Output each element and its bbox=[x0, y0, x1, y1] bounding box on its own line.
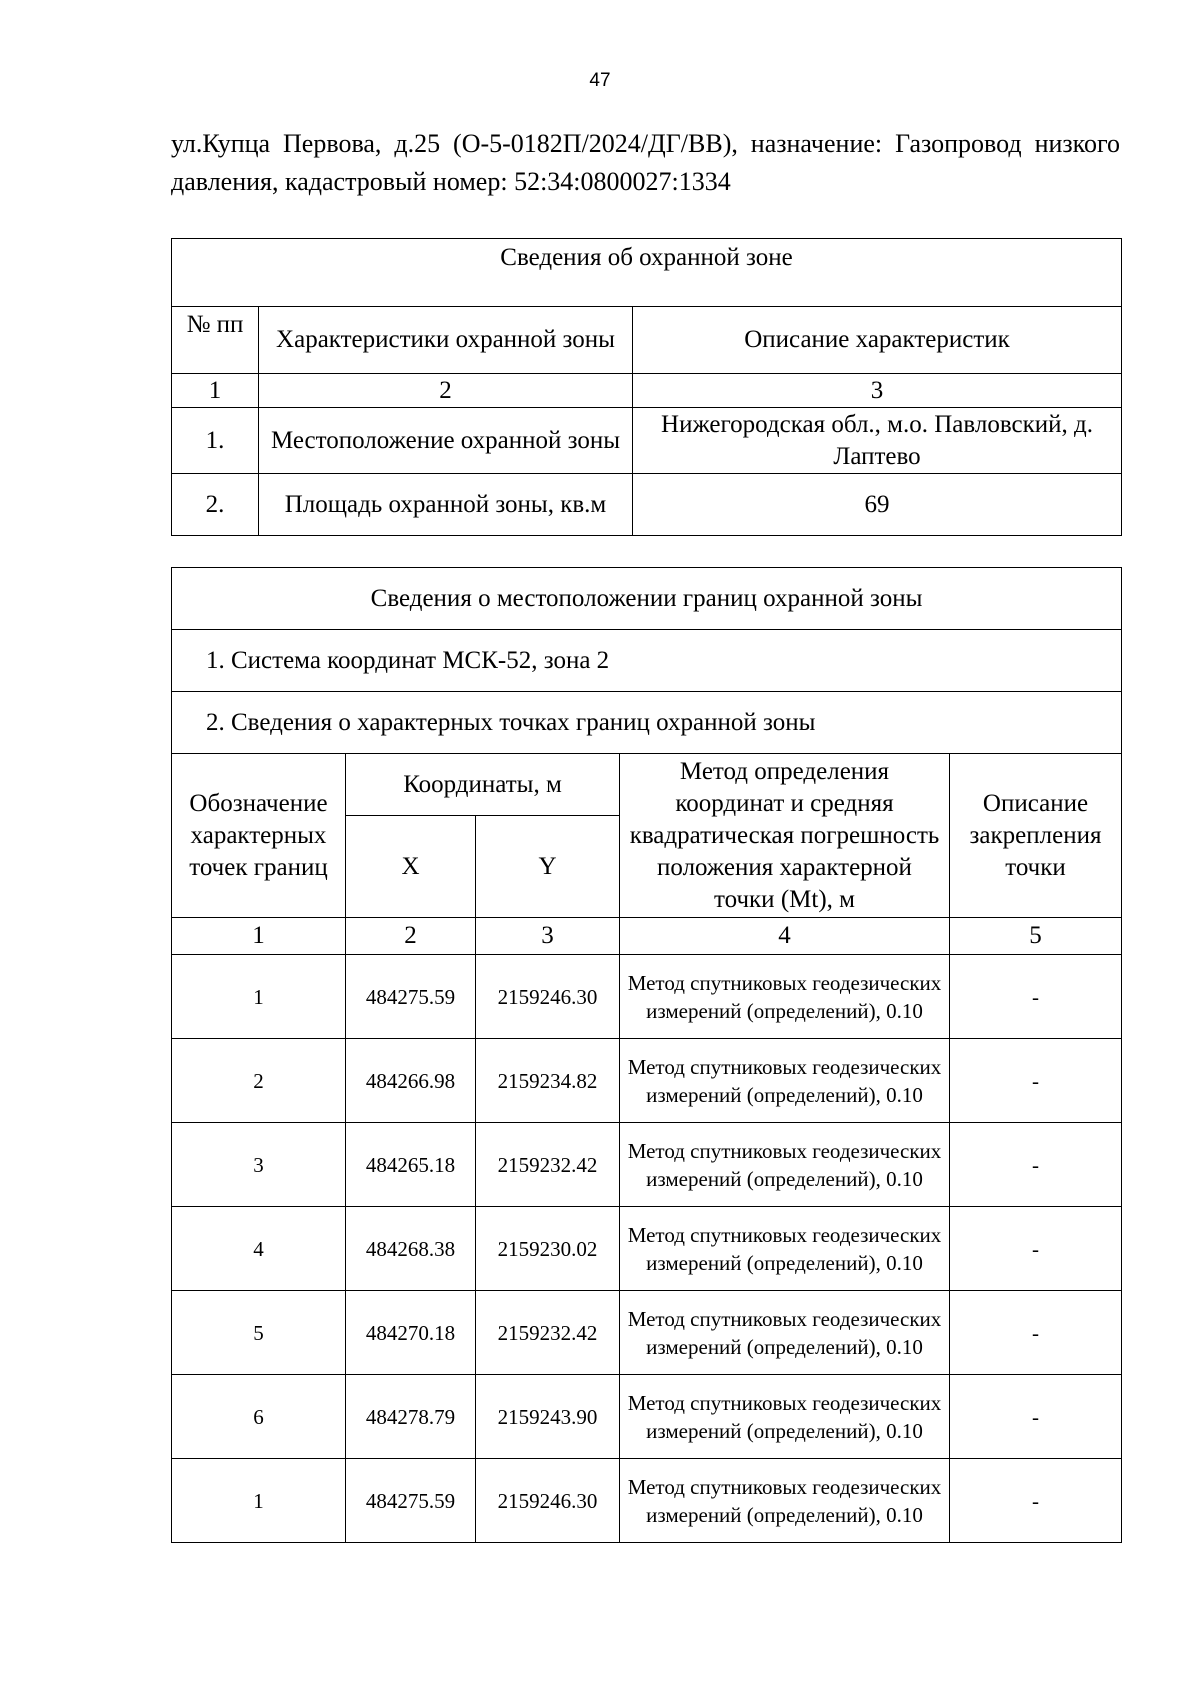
coordinate-x: 484266.98 bbox=[346, 1039, 476, 1123]
header-fixing: Описание закрепления точки bbox=[950, 754, 1122, 918]
point-designation: 6 bbox=[172, 1375, 346, 1459]
points-heading: 2. Сведения о характерных точках границ охранной зоны bbox=[172, 692, 1122, 754]
point-designation: 1 bbox=[172, 1459, 346, 1543]
table-row bbox=[172, 1207, 1122, 1291]
fixing-description: - bbox=[950, 1123, 1122, 1207]
point-designation: 2 bbox=[172, 1039, 346, 1123]
description-location: Нижегородская обл., м.о. Павловский, д. Лаптево bbox=[633, 408, 1122, 474]
header-method: Метод определения координат и средняя квадратическая погрешность положения характерной точки (Mt), м bbox=[620, 754, 950, 918]
header-characteristics: Характеристики охранной зоны bbox=[259, 307, 633, 374]
coordinate-y: 2159232.42 bbox=[476, 1291, 620, 1375]
row-number: 2. bbox=[172, 474, 259, 536]
table-row bbox=[172, 1375, 1122, 1459]
header-coordinates: Координаты, м bbox=[346, 754, 620, 816]
coordinate-y: 2159234.82 bbox=[476, 1039, 620, 1123]
fixing-description: - bbox=[950, 1459, 1122, 1543]
coordinate-x: 484275.59 bbox=[346, 1459, 476, 1543]
point-designation: 3 bbox=[172, 1123, 346, 1207]
header-y: Y bbox=[476, 816, 620, 918]
table-row bbox=[172, 1291, 1122, 1375]
boundaries-table bbox=[171, 567, 1122, 1543]
header-description: Описание характеристик bbox=[633, 307, 1122, 374]
column-number: 3 bbox=[476, 918, 620, 955]
description-area: 69 bbox=[633, 474, 1122, 536]
fixing-description: - bbox=[950, 1291, 1122, 1375]
method-description: Метод спутниковых геодезических измерений (определений), 0.10 bbox=[620, 1375, 950, 1459]
object-description: ул.Купца Первова, д.25 (О-5-0182П/2024/ДГ/ВВ), назначение: Газопровод низкого давления, кадастровый номер: 52:34:0800027:1334 bbox=[171, 129, 1120, 196]
table-row bbox=[172, 1039, 1122, 1123]
fixing-description: - bbox=[950, 1375, 1122, 1459]
column-number: 4 bbox=[620, 918, 950, 955]
coordinate-x: 484270.18 bbox=[346, 1291, 476, 1375]
zone-info-table bbox=[171, 238, 1122, 536]
boundaries-title: Сведения о местоположении границ охранной зоны bbox=[172, 568, 1122, 630]
header-number: № пп bbox=[172, 307, 259, 374]
point-designation: 4 bbox=[172, 1207, 346, 1291]
method-description: Метод спутниковых геодезических измерений (определений), 0.10 bbox=[620, 1207, 950, 1291]
coordinate-y: 2159246.30 bbox=[476, 1459, 620, 1543]
method-description: Метод спутниковых геодезических измерений (определений), 0.10 bbox=[620, 1039, 950, 1123]
fixing-description: - bbox=[950, 955, 1122, 1039]
coordinate-x: 484265.18 bbox=[346, 1123, 476, 1207]
row-number: 1. bbox=[172, 408, 259, 474]
method-description: Метод спутниковых геодезических измерений (определений), 0.10 bbox=[620, 1291, 950, 1375]
column-number: 1 bbox=[172, 374, 259, 408]
coordinate-y: 2159246.30 bbox=[476, 955, 620, 1039]
column-number: 3 bbox=[633, 374, 1122, 408]
coordinate-x: 484275.59 bbox=[346, 955, 476, 1039]
characteristic-location: Местоположение охранной зоны bbox=[259, 408, 633, 474]
fixing-description: - bbox=[950, 1039, 1122, 1123]
coordinate-y: 2159243.90 bbox=[476, 1375, 620, 1459]
characteristic-area: Площадь охранной зоны, кв.м bbox=[259, 474, 633, 536]
coordinate-y: 2159230.02 bbox=[476, 1207, 620, 1291]
coordinate-y: 2159232.42 bbox=[476, 1123, 620, 1207]
page-number: 47 bbox=[589, 70, 611, 91]
method-description: Метод спутниковых геодезических измерений (определений), 0.10 bbox=[620, 955, 950, 1039]
table-row bbox=[172, 955, 1122, 1039]
method-description: Метод спутниковых геодезических измерений (определений), 0.10 bbox=[620, 1459, 950, 1543]
fixing-description: - bbox=[950, 1207, 1122, 1291]
table-row bbox=[172, 1123, 1122, 1207]
point-designation: 1 bbox=[172, 955, 346, 1039]
coordinate-system: 1. Система координат МСК-52, зона 2 bbox=[172, 630, 1122, 692]
column-number: 5 bbox=[950, 918, 1122, 955]
table-row bbox=[172, 1459, 1122, 1543]
method-description: Метод спутниковых геодезических измерений (определений), 0.10 bbox=[620, 1123, 950, 1207]
zone-info-title: Сведения об охранной зоне bbox=[172, 239, 1122, 307]
column-number: 1 bbox=[172, 918, 346, 955]
coordinate-x: 484278.79 bbox=[346, 1375, 476, 1459]
coordinate-x: 484268.38 bbox=[346, 1207, 476, 1291]
header-x: X bbox=[346, 816, 476, 918]
point-designation: 5 bbox=[172, 1291, 346, 1375]
column-number: 2 bbox=[259, 374, 633, 408]
header-designation: Обозначение характерных точек границ bbox=[172, 754, 346, 918]
column-number: 2 bbox=[346, 918, 476, 955]
